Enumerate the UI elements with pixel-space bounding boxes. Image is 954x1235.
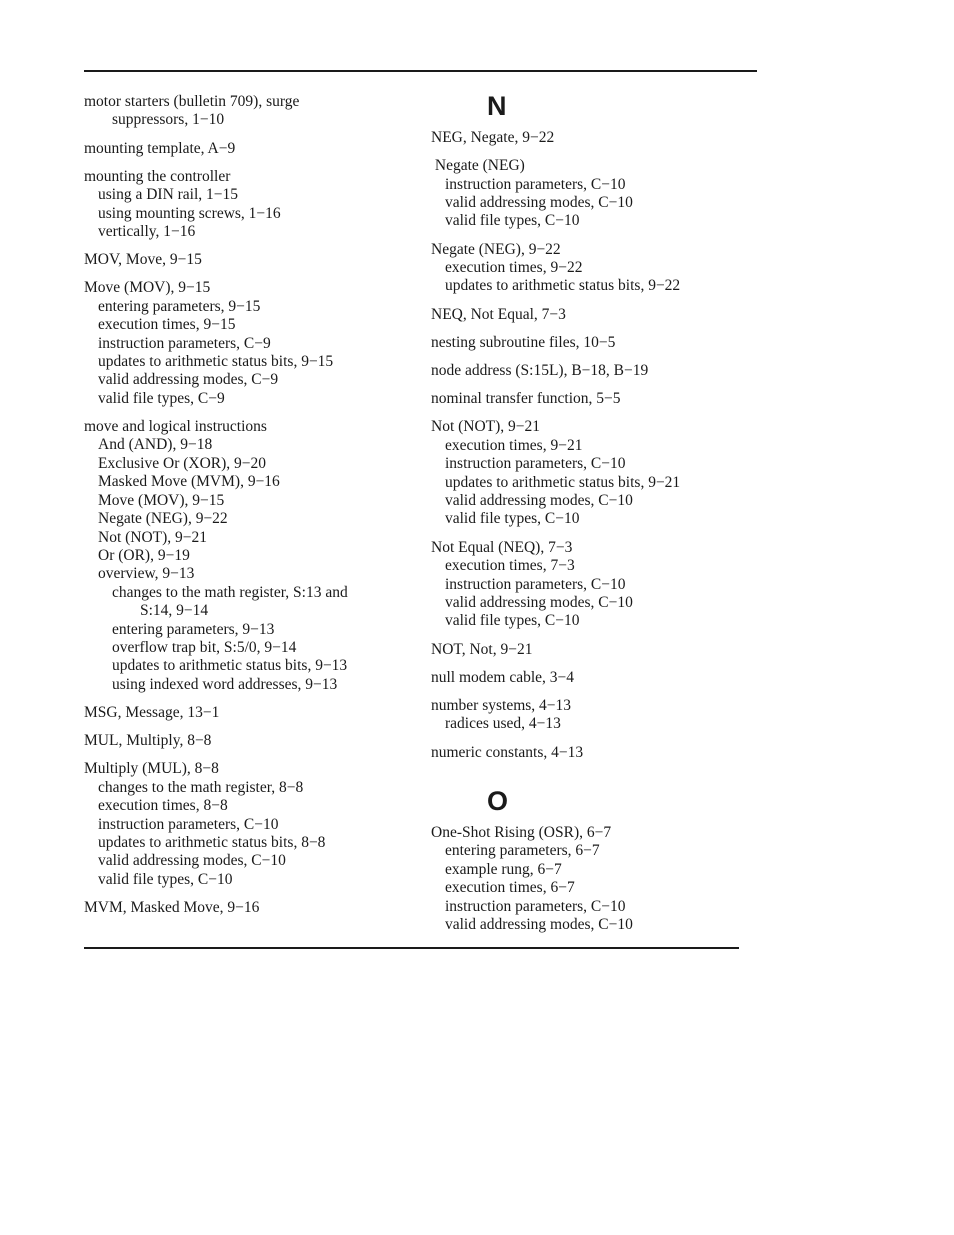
- index-entry: [431, 824, 761, 934]
- index-entry: [431, 697, 761, 734]
- index-entry: [431, 744, 761, 762]
- index-entries-n: [431, 129, 761, 762]
- index-subterm: changes to the math register, 8−8: [98, 778, 304, 796]
- index-subterm: execution times, 9−15: [98, 316, 236, 334]
- index-entries-m: [84, 93, 414, 917]
- index-subterm: valid addressing modes, C−10: [445, 194, 633, 212]
- index-main-term: MSG, Message, 13−1: [84, 703, 220, 721]
- index-main-term: Multiply (MUL), 8−8: [84, 760, 219, 778]
- index-main-term: nesting subroutine files, 10−5: [431, 333, 616, 351]
- index-entry: [431, 390, 761, 408]
- index-entry: [431, 157, 761, 231]
- index-main-term: NEQ, Not Equal, 7−3: [431, 305, 566, 323]
- index-subterm: execution times, 7−3: [445, 557, 575, 575]
- index-subterm: example rung, 6−7: [445, 860, 562, 878]
- index-subterm: updates to arithmetic status bits, 9−22: [445, 277, 681, 295]
- section-letter-o: O: [487, 785, 509, 816]
- index-subterm: using a DIN rail, 1−15: [98, 186, 239, 204]
- index-subterm: valid addressing modes, C−10: [445, 593, 633, 611]
- index-entry: [431, 334, 761, 352]
- index-subterm: S:14, 9−14: [140, 602, 209, 620]
- index-entry: [431, 539, 761, 631]
- index-subterm: changes to the math register, S:13 and: [112, 583, 348, 601]
- index-subterm: updates to arithmetic status bits, 9−15: [98, 353, 334, 371]
- index-subterm: entering parameters, 9−15: [98, 297, 261, 315]
- section-letter-n: N: [487, 91, 507, 121]
- index-main-term: numeric constants, 4−13: [431, 743, 584, 761]
- index-subterm: execution times, 9−22: [445, 259, 583, 277]
- index-subterm: valid addressing modes, C−10: [98, 852, 286, 870]
- index-subterm: valid addressing modes, C−9: [98, 371, 279, 389]
- index-subterm: valid file types, C−10: [445, 612, 580, 630]
- index-main-term: Not (NOT), 9−21: [431, 418, 541, 436]
- index-subterm: Negate (NEG), 9−22: [98, 510, 228, 528]
- index-main-term: MVM, Masked Move, 9−16: [84, 899, 260, 917]
- index-main-term: Move (MOV), 9−15: [84, 279, 211, 297]
- index-subterm: suppressors, 1−10: [112, 111, 225, 129]
- index-subterm: valid addressing modes, C−10: [445, 915, 633, 933]
- top-rule: [84, 70, 757, 72]
- index-main-term: number systems, 4−13: [431, 696, 572, 714]
- index-subterm: instruction parameters, C−10: [445, 575, 626, 593]
- index-entry: [431, 129, 761, 147]
- index-main-term: node address (S:15L), B−18, B−19: [431, 362, 649, 380]
- index-main-term: null modem cable, 3−4: [431, 668, 575, 686]
- index-subterm: Move (MOV), 9−15: [98, 491, 225, 509]
- index-subterm: instruction parameters, C−9: [98, 334, 271, 352]
- index-subterm: vertically, 1−16: [98, 223, 196, 241]
- index-main-term: One-Shot Rising (OSR), 6−7: [431, 823, 612, 841]
- index-entries-o: [431, 824, 761, 934]
- index-entry: [84, 732, 414, 750]
- index-main-term: mounting template, A−9: [84, 139, 236, 157]
- index-subterm: updates to arithmetic status bits, 9−21: [445, 473, 681, 491]
- index-entry: [84, 704, 414, 722]
- index-subterm: valid file types, C−10: [445, 510, 580, 528]
- index-entry: [84, 140, 414, 158]
- index-main-term: Not Equal (NEQ), 7−3: [431, 538, 573, 556]
- index-subterm: valid file types, C−10: [98, 870, 233, 888]
- index-entry: [431, 241, 761, 296]
- index-entry: [431, 669, 761, 687]
- index-subterm: radices used, 4−13: [445, 715, 561, 733]
- index-entry: [431, 641, 761, 659]
- index-entry: [431, 362, 761, 380]
- index-main-term: nominal transfer function, 5−5: [431, 390, 621, 408]
- index-subterm: Exclusive Or (XOR), 9−20: [98, 454, 267, 472]
- index-main-term: move and logical instructions: [84, 418, 267, 436]
- index-entry: [84, 251, 414, 269]
- index-entry: [84, 418, 414, 694]
- index-entry: [431, 306, 761, 324]
- index-main-term: Negate (NEG): [431, 157, 525, 175]
- index-entry: [84, 279, 414, 408]
- index-subterm: And (AND), 9−18: [98, 436, 213, 454]
- index-subterm: overview, 9−13: [98, 565, 195, 583]
- index-subterm: using indexed word addresses, 9−13: [112, 675, 338, 693]
- index-subterm: entering parameters, 6−7: [445, 842, 600, 860]
- index-column-right: [431, 93, 761, 944]
- index-subterm: valid file types, C−10: [445, 212, 580, 230]
- index-subterm: Not (NOT), 9−21: [98, 528, 208, 546]
- index-subterm: updates to arithmetic status bits, 8−8: [98, 834, 326, 851]
- index-column-left: [84, 93, 414, 927]
- index-main-term: MUL, Multiply, 8−8: [84, 732, 212, 750]
- index-subterm: Or (OR), 9−19: [98, 546, 190, 564]
- index-entry: [84, 899, 414, 917]
- index-subterm: valid file types, C−9: [98, 389, 225, 407]
- index-main-term: Negate (NEG), 9−22: [431, 240, 561, 258]
- index-subterm: instruction parameters, C−10: [445, 897, 626, 915]
- index-entry: [84, 168, 414, 242]
- index-main-term: motor starters (bulletin 709), surge: [84, 93, 300, 110]
- index-subterm: instruction parameters, C−10: [445, 455, 626, 473]
- index-subterm: entering parameters, 9−13: [112, 620, 275, 638]
- index-main-term: NOT, Not, 9−21: [431, 640, 533, 658]
- index-main-term: NEG, Negate, 9−22: [431, 129, 555, 146]
- bottom-rule: [84, 947, 739, 949]
- index-subterm: execution times, 6−7: [445, 879, 575, 897]
- index-entry: [431, 418, 761, 528]
- index-subterm: execution times, 8−8: [98, 797, 228, 815]
- index-subterm: valid addressing modes, C−10: [445, 492, 633, 510]
- index-subterm: updates to arithmetic status bits, 9−13: [112, 657, 348, 675]
- index-subterm: using mounting screws, 1−16: [98, 204, 281, 222]
- index-entry: [84, 93, 414, 130]
- index-subterm: execution times, 9−21: [445, 436, 583, 454]
- index-subterm: instruction parameters, C−10: [98, 815, 279, 833]
- index-main-term: MOV, Move, 9−15: [84, 251, 202, 269]
- index-entry: [84, 760, 414, 889]
- index-subterm: Masked Move (MVM), 9−16: [98, 473, 280, 491]
- index-main-term: mounting the controller: [84, 167, 231, 185]
- index-subterm: overflow trap bit, S:5/0, 9−14: [112, 638, 297, 656]
- index-subterm: instruction parameters, C−10: [445, 175, 626, 193]
